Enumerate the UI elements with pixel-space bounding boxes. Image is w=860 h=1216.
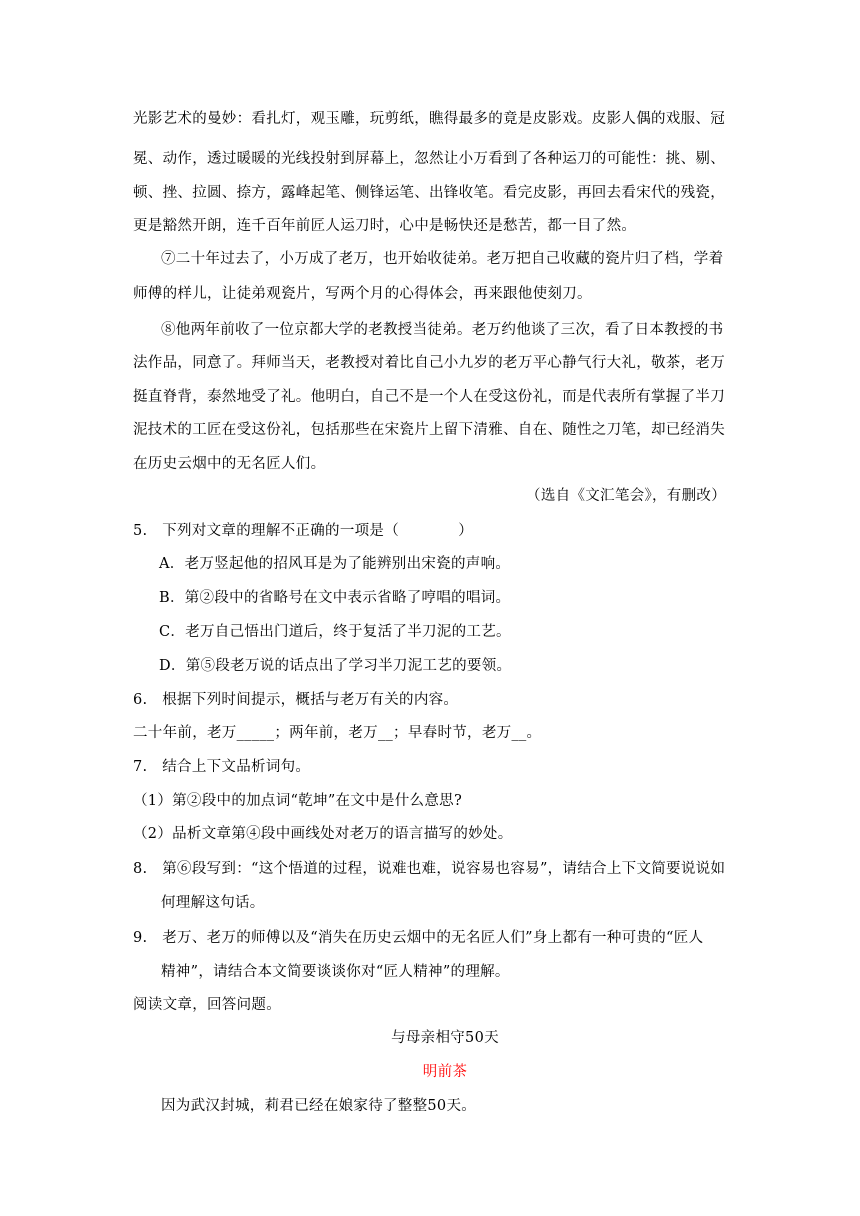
passage-p8-line-1: ⑧他两年前收了一位京都大学的老教授当徒弟。老万约他谈了三次，看了日本教授的书 bbox=[161, 322, 724, 338]
passage-p8-line-4: 泥技术的工匠在受这份礼，包括那些在宋瓷片上留下清雅、自在、随性之刀笔，却已经消失 bbox=[133, 422, 725, 438]
question-5-option-a: A．老万竖起他的招风耳是为了能辨别出宋瓷的声响。 bbox=[159, 556, 511, 572]
question-6-blanks: 二十年前，老万_____；两年前，老万__；早春时节，老万__。 bbox=[133, 725, 542, 741]
question-8-line-2: 何理解这句话。 bbox=[161, 895, 265, 911]
question-5-option-b: B．第②段中的省略号在文中表示省略了哼唱的唱词。 bbox=[159, 590, 511, 606]
question-9-line-2: 精神”，请结合本文简要谈谈你对“匠人精神”的理解。 bbox=[161, 964, 510, 980]
question-5-stem: 5. 下列对文章的理解不正确的一项是（ ） bbox=[133, 523, 474, 539]
passage-p6-line-1: 光影艺术的曼妙：看扎灯，观玉雕，玩剪纸，瞧得最多的竟是皮影戏。皮影人偶的戏服、冠 bbox=[133, 111, 725, 127]
article-title: 与母亲相守50天 bbox=[391, 1030, 499, 1046]
question-9-line-1: 9. 老万、老万的师傅以及“消失在历史云烟中的无名匠人们”身上都有一种可贵的“匠人 bbox=[133, 930, 704, 946]
passage-p8-line-2: 法作品，同意了。拜师当天，老教授对着比自己小九岁的老万平心静气行大礼，敬茶，老万 bbox=[133, 355, 725, 371]
passage-p6-line-2: 冕、动作，透过暖暖的光线投射到屏幕上，忽然让小万看到了各种运刀的可能性：挑、剔、 bbox=[133, 151, 725, 167]
passage-p7-line-2: 师傅的样儿，让徒弟观瓷片，写两个月的心得体会，再来跟他使刻刀。 bbox=[133, 286, 592, 302]
passage-p8-line-5: 在历史云烟中的无名匠人们。 bbox=[133, 456, 326, 472]
question-5-option-d: D．第⑤段老万说的话点出了学习半刀泥工艺的要领。 bbox=[159, 658, 512, 674]
question-5-option-c: C．老万自己悟出门道后，终于复活了半刀泥的工艺。 bbox=[159, 624, 511, 640]
reading-instruction: 阅读文章，回答问题。 bbox=[133, 997, 281, 1013]
question-7-stem: 7. 结合上下文品析词句。 bbox=[133, 759, 311, 775]
passage-p6-line-3: 顿、挫、拉圆、捺方，露峰起笔、侧锋运笔、出锋收笔。看完皮影，再回去看宋代的残瓷， bbox=[133, 185, 725, 201]
question-7-sub-1: （1）第②段中的加点词“乾坤”在文中是什么意思? bbox=[133, 793, 463, 809]
question-6-stem: 6. 根据下列时间提示，概括与老万有关的内容。 bbox=[133, 692, 459, 708]
article-author: 明前茶 bbox=[422, 1064, 468, 1080]
article-first-line: 因为武汉封城，莉君已经在娘家待了整整50天。 bbox=[161, 1098, 477, 1114]
passage-p7-line-1: ⑦二十年过去了，小万成了老万，也开始收徒弟。老万把自己收藏的瓷片归了档，学着 bbox=[161, 251, 724, 267]
passage-p8-line-3: 挺直脊背，泰然地受了礼。他明白，自己不是一个人在受这份礼，而是代表所有掌握了半刀 bbox=[133, 389, 725, 405]
question-7-sub-2: （2）品析文章第④段中画线处对老万的语言描写的妙处。 bbox=[133, 826, 513, 842]
source-attribution: （选自《文汇笔会》，有删改） bbox=[526, 488, 726, 504]
passage-p6-line-4: 更是豁然开朗，连千百年前匠人运刀时，心中是畅快还是愁苦，都一目了然。 bbox=[133, 218, 637, 234]
question-8-line-1: 8. 第⑥段写到：“这个悟道的过程，说难也难，说容易也容易”，请结合上下文简要说说如 bbox=[133, 861, 726, 877]
